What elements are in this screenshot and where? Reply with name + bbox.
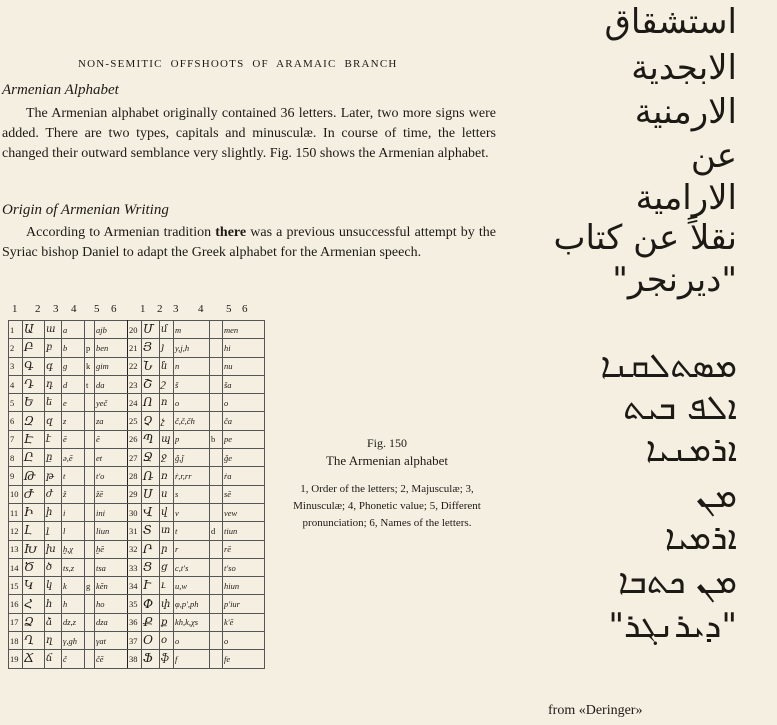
cell-phonetic: ǧ,ǰ: [174, 449, 210, 467]
cell-majuscule: Ն: [142, 357, 160, 375]
cell-order: 37: [128, 632, 142, 650]
cell-phonetic: a: [62, 321, 85, 339]
cell-majuscule: Ը: [23, 449, 45, 467]
section-title-origin: Origin of Armenian Writing: [2, 202, 169, 218]
cell-alt-pronunciation: t: [85, 375, 95, 393]
cell-minuscule: ը: [45, 449, 62, 467]
cell-phonetic: k: [62, 577, 85, 595]
figure-caption: [276, 436, 498, 532]
cell-phonetic: č,č,čh: [174, 412, 210, 430]
cell-letter-name: kēn: [95, 577, 128, 595]
cell-minuscule: ս: [160, 485, 174, 503]
cell-minuscule: ծ: [45, 558, 62, 576]
cell-phonetic: c,t's: [174, 558, 210, 576]
cell-letter-name: ḫē: [95, 540, 128, 558]
cell-order: 12: [9, 522, 23, 540]
cell-order: 6: [9, 412, 23, 430]
cell-majuscule: Ր: [142, 540, 160, 558]
cell-alt-pronunciation: [210, 375, 223, 393]
cell-majuscule: Զ: [23, 412, 45, 430]
cell-alt-pronunciation: [210, 577, 223, 595]
column-number: 5: [94, 303, 100, 315]
cell-alt-pronunciation: [85, 540, 95, 558]
cell-phonetic: ž: [62, 485, 85, 503]
cell-order: 17: [9, 613, 23, 631]
cell-minuscule: պ: [160, 430, 174, 448]
cell-alt-pronunciation: [210, 632, 223, 650]
cell-majuscule: Յ: [142, 339, 160, 357]
syriac-line: ܡܢ: [696, 476, 737, 516]
cell-letter-name: t'so: [223, 558, 265, 576]
cell-phonetic: v: [174, 503, 210, 521]
table-row: [9, 375, 265, 393]
cell-minuscule: վ: [160, 503, 174, 521]
cell-minuscule: մ: [160, 321, 174, 339]
section-title-armenian-alphabet: Armenian Alphabet: [2, 82, 119, 98]
cell-phonetic: t: [62, 467, 85, 485]
cell-minuscule: ղ: [45, 632, 62, 650]
cell-letter-name: k'ē: [223, 613, 265, 631]
cell-alt-pronunciation: [85, 467, 95, 485]
cell-alt-pronunciation: [85, 522, 95, 540]
cell-letter-name: ho: [95, 595, 128, 613]
cell-majuscule: Պ: [142, 430, 160, 448]
cell-majuscule: Կ: [23, 577, 45, 595]
table-row: [9, 430, 265, 448]
cell-alt-pronunciation: d: [210, 522, 223, 540]
cell-letter-name: nu: [223, 357, 265, 375]
cell-letter-name: ǧe: [223, 449, 265, 467]
cell-phonetic: t: [174, 522, 210, 540]
cell-letter-name: žē: [95, 485, 128, 503]
cell-alt-pronunciation: [85, 558, 95, 576]
cell-minuscule: ժ: [45, 485, 62, 503]
cell-minuscule: ր: [160, 540, 174, 558]
table-row: [9, 577, 265, 595]
cell-order: 30: [128, 503, 142, 521]
cell-minuscule: ց: [160, 558, 174, 576]
cell-alt-pronunciation: k: [85, 357, 95, 375]
cell-phonetic: ṙ,r,rr: [174, 467, 210, 485]
column-number: 2: [35, 303, 41, 315]
cell-order: 24: [128, 394, 142, 412]
cell-letter-name: ša: [223, 375, 265, 393]
cell-order: 29: [128, 485, 142, 503]
arabic-line: نقلاً عن كتاب: [553, 218, 737, 258]
cell-majuscule: Վ: [142, 503, 160, 521]
cell-letter-name: t'o: [95, 467, 128, 485]
cell-alt-pronunciation: [210, 540, 223, 558]
cell-order: 8: [9, 449, 23, 467]
cell-alt-pronunciation: g: [85, 577, 95, 595]
cell-majuscule: Գ: [23, 357, 45, 375]
cell-order: 27: [128, 449, 142, 467]
cell-minuscule: հ: [45, 595, 62, 613]
cell-phonetic: ə,ē: [62, 449, 85, 467]
cell-majuscule: Դ: [23, 375, 45, 393]
cell-minuscule: ք: [160, 613, 174, 631]
cell-majuscule: Շ: [142, 375, 160, 393]
cell-alt-pronunciation: [85, 394, 95, 412]
cell-order: 16: [9, 595, 23, 613]
source-credit: from «Deringer»: [548, 703, 643, 718]
cell-minuscule: բ: [45, 339, 62, 357]
cell-phonetic: f: [174, 650, 210, 668]
column-number: 5: [226, 303, 232, 315]
syriac-line: ܐܪܡܝܐ: [664, 518, 737, 558]
cell-alt-pronunciation: [210, 503, 223, 521]
cell-letter-name: o: [223, 632, 265, 650]
arabic-line: الارامية: [635, 178, 737, 218]
cell-order: 1: [9, 321, 23, 339]
column-number: 6: [111, 303, 117, 315]
cell-alt-pronunciation: [210, 321, 223, 339]
cell-phonetic: n: [174, 357, 210, 375]
cell-alt-pronunciation: [210, 357, 223, 375]
cell-phonetic: š: [174, 375, 210, 393]
cell-alt-pronunciation: [85, 321, 95, 339]
cell-alt-pronunciation: [210, 394, 223, 412]
cell-alt-pronunciation: [210, 485, 223, 503]
cell-phonetic: i: [62, 503, 85, 521]
cell-phonetic: s: [174, 485, 210, 503]
cell-letter-name: čē: [95, 650, 128, 668]
cell-phonetic: φ,p',ph: [174, 595, 210, 613]
cell-letter-name: men: [223, 321, 265, 339]
table-row: [9, 394, 265, 412]
cell-letter-name: p'iur: [223, 595, 265, 613]
cell-minuscule: զ: [45, 412, 62, 430]
cell-letter-name: o: [223, 394, 265, 412]
cell-alt-pronunciation: [85, 449, 95, 467]
cell-order: 19: [9, 650, 23, 668]
cell-minuscule: խ: [45, 540, 62, 558]
cell-majuscule: Ֆ: [142, 650, 160, 668]
figure-title: The Armenian alphabet: [325, 453, 448, 468]
cell-alt-pronunciation: [85, 613, 95, 631]
cell-alt-pronunciation: [85, 503, 95, 521]
syriac-line: ܐܪܡܢܝܐ: [645, 430, 737, 470]
cell-letter-name: pe: [223, 430, 265, 448]
cell-phonetic: r: [174, 540, 210, 558]
cell-minuscule: ւ: [160, 577, 174, 595]
cell-minuscule: ռ: [160, 467, 174, 485]
cell-majuscule: Ռ: [142, 467, 160, 485]
cell-majuscule: Լ: [23, 522, 45, 540]
arabic-line: الابجدية: [631, 48, 737, 88]
cell-majuscule: Ղ: [23, 632, 45, 650]
table-row: [9, 650, 265, 668]
cell-order: 22: [128, 357, 142, 375]
cell-majuscule: Ս: [142, 485, 160, 503]
cell-majuscule: Ա: [23, 321, 45, 339]
table-row: [9, 558, 265, 576]
cell-majuscule: Խ: [23, 540, 45, 558]
table-row: [9, 357, 265, 375]
figure-number: Fig. 150: [366, 436, 407, 450]
cell-order: 32: [128, 540, 142, 558]
table-row: [9, 632, 265, 650]
cell-order: 26: [128, 430, 142, 448]
column-number: 1: [12, 303, 18, 315]
cell-phonetic: γ,gh: [62, 632, 85, 650]
cell-majuscule: Բ: [23, 339, 45, 357]
table-row: [9, 412, 265, 430]
cell-letter-name: tsa: [95, 558, 128, 576]
cell-majuscule: Օ: [142, 632, 160, 650]
column-number: 3: [53, 303, 59, 315]
paragraph-armenian-alphabet: The Armenian alphabet originally contained 36 letters. Later, two more signs were added. There are two types, capitals and minusculæ. In course of time, the letters changed their outward semblance very slightly. Fig. 150 shows the Armenian alphabet.: [2, 106, 496, 161]
table-row: [9, 485, 265, 503]
armenian-alphabet-table: [8, 320, 265, 669]
cell-minuscule: ճ: [45, 650, 62, 668]
table-row: [9, 321, 265, 339]
cell-alt-pronunciation: [210, 467, 223, 485]
table-row: [9, 613, 265, 631]
column-number: 6: [242, 303, 248, 315]
cell-phonetic: ḫ,χ: [62, 540, 85, 558]
cell-order: 20: [128, 321, 142, 339]
cell-phonetic: ts,z: [62, 558, 85, 576]
cell-minuscule: յ: [160, 339, 174, 357]
cell-phonetic: kh,k,χs: [174, 613, 210, 631]
table-row: [9, 522, 265, 540]
column-number: 4: [71, 303, 77, 315]
cell-phonetic: o: [174, 632, 210, 650]
cell-majuscule: Է: [23, 430, 45, 448]
cell-letter-name: ē: [95, 430, 128, 448]
arabic-line: عن: [690, 136, 737, 176]
cell-majuscule: Ո: [142, 394, 160, 412]
cell-order: 10: [9, 485, 23, 503]
cell-minuscule: դ: [45, 375, 62, 393]
cell-order: 18: [9, 632, 23, 650]
cell-alt-pronunciation: [85, 430, 95, 448]
cell-order: 21: [128, 339, 142, 357]
cell-majuscule: Ց: [142, 558, 160, 576]
cell-order: 33: [128, 558, 142, 576]
cell-minuscule: գ: [45, 357, 62, 375]
cell-letter-name: gim: [95, 357, 128, 375]
table-column-numbers: [8, 303, 270, 319]
cell-alt-pronunciation: [210, 339, 223, 357]
cell-minuscule: կ: [45, 577, 62, 595]
cell-phonetic: č: [62, 650, 85, 668]
figure-description: 1, Order of the letters; 2, Majusculæ; 3, Minusculæ; 4, Phonetic value; 5, Different pronunciation; 6, Names of the letters.: [293, 483, 481, 529]
cell-order: 14: [9, 558, 23, 576]
cell-letter-name: da: [95, 375, 128, 393]
table-row: [9, 449, 265, 467]
cell-order: 11: [9, 503, 23, 521]
table-row: [9, 467, 265, 485]
cell-majuscule: Հ: [23, 595, 45, 613]
cell-alt-pronunciation: [210, 412, 223, 430]
cell-letter-name: tiun: [223, 522, 265, 540]
cell-letter-name: sē: [223, 485, 265, 503]
arabic-line: "ديرنجر": [612, 260, 737, 300]
cell-letter-name: rē: [223, 540, 265, 558]
syriac-line: ܡܢ ܟܬܒܐ: [618, 562, 737, 602]
cell-letter-name: dza: [95, 613, 128, 631]
running-head: NON-SEMITIC OFFSHOOTS OF ARAMAIC BRANCH: [78, 58, 398, 70]
cell-alt-pronunciation: [85, 485, 95, 503]
cell-alt-pronunciation: [85, 595, 95, 613]
cell-alt-pronunciation: b: [210, 430, 223, 448]
cell-minuscule: ֆ: [160, 650, 174, 668]
cell-alt-pronunciation: [210, 650, 223, 668]
cell-minuscule: ե: [45, 394, 62, 412]
column-number: 4: [198, 303, 204, 315]
cell-phonetic: o: [174, 394, 210, 412]
cell-minuscule: օ: [160, 632, 174, 650]
syriac-line: ܐܠܦ ܒܝܬ: [623, 388, 737, 428]
cell-letter-name: ajb: [95, 321, 128, 339]
cell-alt-pronunciation: p: [85, 339, 95, 357]
cell-order: 2: [9, 339, 23, 357]
syriac-line: "ܕܝܪܢܓܪ": [608, 606, 737, 646]
cell-phonetic: ē: [62, 430, 85, 448]
cell-majuscule: Փ: [142, 595, 160, 613]
table-row: [9, 595, 265, 613]
column-number: 2: [157, 303, 163, 315]
cell-majuscule: Ձ: [23, 613, 45, 631]
cell-letter-name: fe: [223, 650, 265, 668]
cell-minuscule: է: [45, 430, 62, 448]
cell-letter-name: ini: [95, 503, 128, 521]
cell-phonetic: g: [62, 357, 85, 375]
cell-letter-name: za: [95, 412, 128, 430]
cell-majuscule: Ւ: [142, 577, 160, 595]
cell-majuscule: Ջ: [142, 449, 160, 467]
column-number: 3: [173, 303, 179, 315]
cell-order: 23: [128, 375, 142, 393]
cell-majuscule: Ե: [23, 394, 45, 412]
cell-majuscule: Ք: [142, 613, 160, 631]
cell-majuscule: Չ: [142, 412, 160, 430]
cell-order: 35: [128, 595, 142, 613]
syriac-line: ܡܣܬܠܩܢܐ: [600, 346, 737, 386]
cell-letter-name: ča: [223, 412, 265, 430]
cell-order: 25: [128, 412, 142, 430]
table-row: [9, 503, 265, 521]
cell-majuscule: Ծ: [23, 558, 45, 576]
cell-order: 15: [9, 577, 23, 595]
cell-letter-name: ṙa: [223, 467, 265, 485]
cell-minuscule: չ: [160, 412, 174, 430]
cell-letter-name: hiun: [223, 577, 265, 595]
cell-majuscule: Ի: [23, 503, 45, 521]
cell-minuscule: թ: [45, 467, 62, 485]
cell-letter-name: γat: [95, 632, 128, 650]
cell-minuscule: ա: [45, 321, 62, 339]
cell-majuscule: Տ: [142, 522, 160, 540]
cell-phonetic: d: [62, 375, 85, 393]
cell-order: 4: [9, 375, 23, 393]
cell-letter-name: ben: [95, 339, 128, 357]
cell-alt-pronunciation: [210, 595, 223, 613]
cell-letter-name: hi: [223, 339, 265, 357]
column-number: 1: [140, 303, 146, 315]
cell-alt-pronunciation: [85, 650, 95, 668]
cell-majuscule: Ճ: [23, 650, 45, 668]
cell-minuscule: ջ: [160, 449, 174, 467]
cell-order: 7: [9, 430, 23, 448]
cell-order: 28: [128, 467, 142, 485]
cell-alt-pronunciation: [85, 632, 95, 650]
cell-letter-name: vew: [223, 503, 265, 521]
cell-alt-pronunciation: [210, 558, 223, 576]
cell-minuscule: տ: [160, 522, 174, 540]
paragraph-origin: According to Armenian tradition there was a previous unsuccessful attempt by the Syriac bishop Daniel to adapt the Greek alphabet for the Armenian speech.: [2, 225, 497, 260]
cell-minuscule: ի: [45, 503, 62, 521]
cell-phonetic: p: [174, 430, 210, 448]
cell-order: 31: [128, 522, 142, 540]
cell-phonetic: z: [62, 412, 85, 430]
arabic-line: الارمنية: [634, 92, 737, 132]
arabic-line: استشقاق: [604, 2, 737, 42]
cell-alt-pronunciation: [85, 412, 95, 430]
cell-phonetic: m: [174, 321, 210, 339]
cell-phonetic: l: [62, 522, 85, 540]
cell-minuscule: ձ: [45, 613, 62, 631]
cell-order: 13: [9, 540, 23, 558]
table-row: [9, 540, 265, 558]
cell-minuscule: լ: [45, 522, 62, 540]
cell-minuscule: շ: [160, 375, 174, 393]
table-row: [9, 339, 265, 357]
cell-letter-name: yeč: [95, 394, 128, 412]
cell-order: 3: [9, 357, 23, 375]
cell-minuscule: փ: [160, 595, 174, 613]
cell-letter-name: liun: [95, 522, 128, 540]
cell-majuscule: Ժ: [23, 485, 45, 503]
cell-phonetic: e: [62, 394, 85, 412]
cell-minuscule: ո: [160, 394, 174, 412]
cell-order: 5: [9, 394, 23, 412]
cell-phonetic: y,j,h: [174, 339, 210, 357]
cell-phonetic: b: [62, 339, 85, 357]
cell-order: 38: [128, 650, 142, 668]
cell-majuscule: Մ: [142, 321, 160, 339]
cell-order: 9: [9, 467, 23, 485]
cell-phonetic: dz,z: [62, 613, 85, 631]
cell-majuscule: Թ: [23, 467, 45, 485]
cell-phonetic: h: [62, 595, 85, 613]
cell-order: 36: [128, 613, 142, 631]
cell-alt-pronunciation: [210, 613, 223, 631]
cell-phonetic: u,w: [174, 577, 210, 595]
cell-order: 34: [128, 577, 142, 595]
cell-alt-pronunciation: [210, 449, 223, 467]
cell-letter-name: et: [95, 449, 128, 467]
cell-minuscule: ն: [160, 357, 174, 375]
